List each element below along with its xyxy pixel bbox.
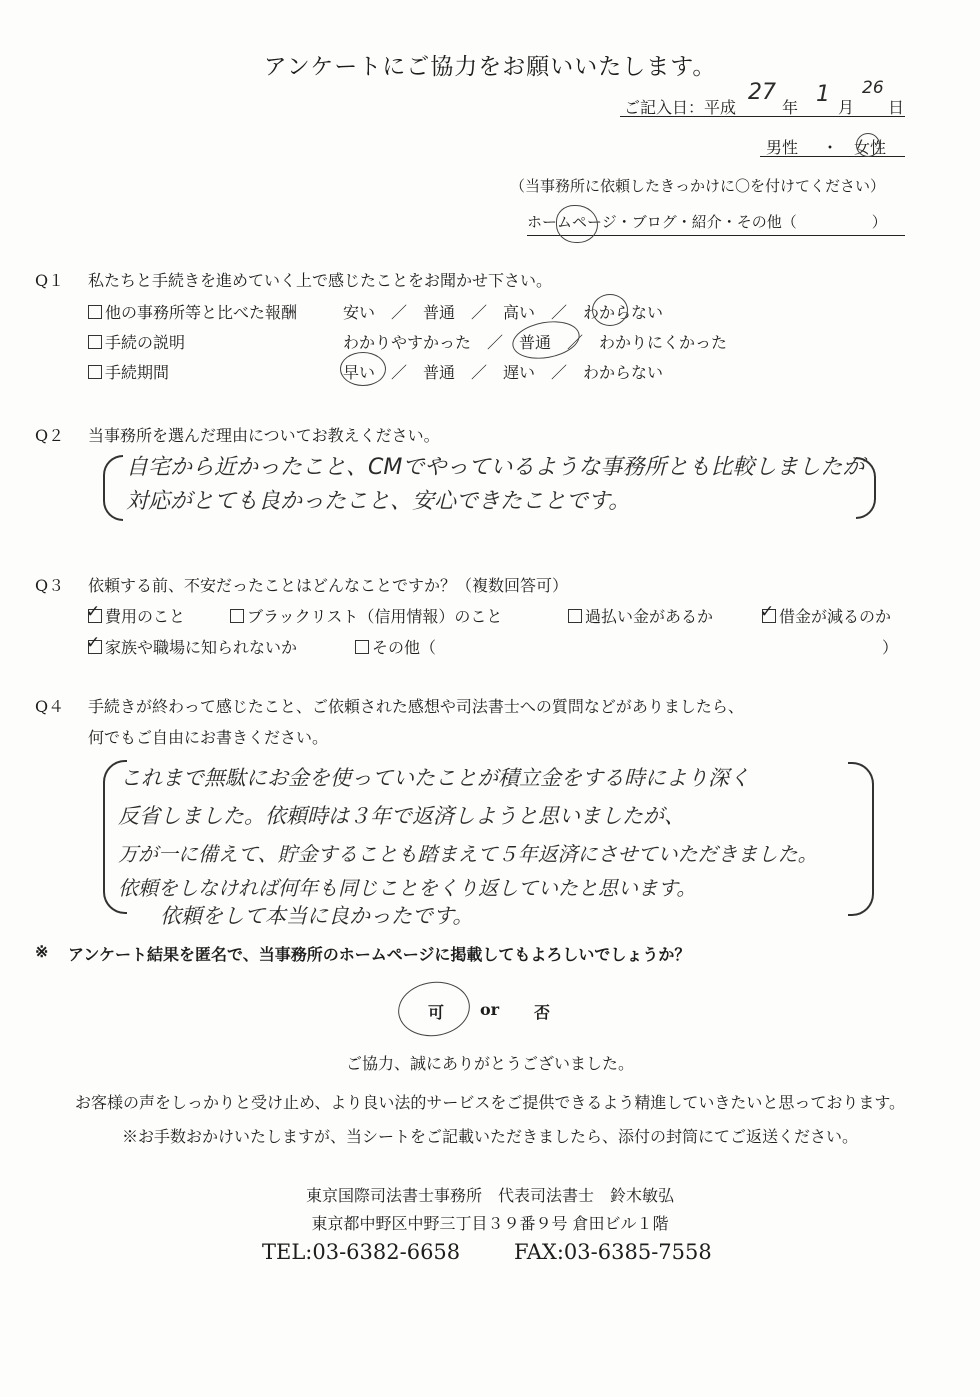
checkbox[interactable] (88, 335, 102, 349)
gender-separator: ・ (822, 138, 839, 157)
period-answer-circle (340, 352, 386, 386)
q3-option-blacklist[interactable] (230, 604, 502, 627)
trigger-options[interactable]: ホームページ・ブログ・紹介・その他（ ） (527, 211, 905, 236)
date-day-suffix: 日 (888, 98, 905, 117)
q3-option-overpayment[interactable] (568, 604, 713, 627)
date-year: 27 (748, 80, 776, 105)
consent-yes-circle (395, 977, 474, 1040)
office-fax: FAX:03-6385-7558 (514, 1240, 712, 1264)
q3-option-debt[interactable] (762, 604, 891, 627)
q1-row-period (88, 360, 169, 383)
date-year-suffix: 年 (782, 98, 799, 117)
q3-option-label: 過払い金があるか (585, 607, 714, 626)
q4-answer-line1[interactable]: これまで無駄にお金を使っていたことが積立金をする時により深く (120, 766, 750, 790)
q3-option-family[interactable] (88, 635, 297, 658)
fee-answer-circle (592, 294, 628, 326)
q3-option-label: ブラックリスト（信用情報）のこと (247, 607, 503, 626)
checkbox[interactable] (568, 609, 582, 623)
date-day: 26 (862, 78, 884, 98)
q4-answer-line4[interactable]: 依頼をしなければ何年も同じことをくり返していたと思います。 (118, 876, 697, 900)
footer-thanks: ご協力、誠にありがとうございました。 (345, 1054, 634, 1073)
date-month: 1 (816, 82, 830, 107)
gender-female[interactable]: 女性 (854, 138, 887, 157)
q2-bracket-left (103, 455, 123, 521)
gender-field[interactable] (760, 132, 905, 157)
office-name: 東京国際司法書士事務所 代表司法書士 鈴木敏弘 (305, 1186, 674, 1205)
consent-yes[interactable]: 可 (428, 1003, 445, 1022)
q4-question-line2: 何でもご自由にお書きください。 (88, 728, 329, 747)
q4-answer-line3[interactable]: 万が一に備えて、貯金することも踏まえて５年返済にさせていただきました。 (118, 842, 818, 866)
q4-bracket-right (848, 762, 874, 916)
checkbox[interactable] (355, 640, 369, 654)
q2-question: 当事務所を選んだ理由についてお教えください。 (88, 426, 440, 445)
q4-number: Q４ (35, 697, 65, 716)
q1-row-explanation (88, 330, 185, 353)
explanation-answer-circle (509, 316, 582, 363)
q1-row-label: 手続の説明 (105, 333, 186, 352)
date-prefix: ご記入日：平成 (624, 98, 737, 117)
page-title: アンケートにご協力をお願いいたします。 (263, 54, 717, 80)
office-tel: TEL:03-6382-6658 (262, 1240, 461, 1264)
homepage-circle (556, 205, 598, 243)
q4-answer-line2[interactable]: 反省しました。依頼時は３年で返済しようと思いましたが、 (118, 804, 685, 828)
q4-answer-line5[interactable]: 依頼をして本当に良かったです。 (160, 904, 474, 928)
q2-answer-line1[interactable]: 自宅から近かったこと、CMでやっているような事務所とも比較しましたが (126, 455, 865, 480)
q3-option-label: 家族や職場に知られないか (105, 638, 298, 657)
q4-question-line1: 手続きが終わって感じたこと、ご依頼された感想や司法書士への質問などがありましたら、 (88, 697, 744, 716)
q3-option-label: 費用のこと (105, 607, 186, 626)
q3-number: Q３ (35, 576, 65, 595)
office-address: 東京都中野区中野三丁目３９番９号 倉田ビル１階 (311, 1214, 669, 1233)
q1-row-label: 手続期間 (105, 363, 170, 382)
checkbox[interactable] (762, 609, 776, 623)
q1-row-fee (88, 300, 297, 323)
q3-option-cost[interactable] (88, 604, 185, 627)
q3-question: 依頼する前、不安だったことはどんなことですか？（複数回答可） (88, 576, 569, 595)
q3-option-other[interactable] (355, 635, 436, 658)
footer-message: お客様の声をしっかりと受け止め、より良い法的サービスをご提供できるよう精進していきたいと思っております。 (74, 1093, 906, 1112)
gender-female-circle (856, 133, 880, 157)
q1-question: 私たちと手続きを進めていく上で感じたことをお聞かせ下さい。 (88, 271, 553, 290)
q1-row-label: 他の事務所等と比べた報酬 (105, 303, 298, 322)
consent-mark: ※ (35, 942, 49, 961)
checkbox[interactable] (230, 609, 244, 623)
q3-option-label: 借金が減るのか (779, 607, 892, 626)
q1-number: Q１ (35, 271, 65, 290)
consent-or: or (480, 1000, 500, 1019)
q1-period-options[interactable]: 早い ／ 普通 ／ 遅い ／ わからない (343, 363, 664, 382)
q2-answer-line2[interactable]: 対応がとても良かったこと、安心できたことです。 (126, 489, 631, 514)
date-field[interactable] (620, 78, 905, 117)
q3-option-label: その他（ (372, 638, 437, 657)
q3-other-close: ） (882, 638, 899, 657)
date-month-suffix: 月 (838, 98, 855, 117)
checkbox[interactable] (88, 365, 102, 379)
checkbox[interactable] (88, 609, 102, 623)
q1-explanation-options[interactable]: わかりやすかった ／ 普通 ／ わかりにくかった (343, 333, 728, 352)
trigger-note: （当事務所に依頼したきっかけに〇を付けてください） (510, 177, 886, 195)
checkbox[interactable] (88, 305, 102, 319)
checkbox[interactable] (88, 640, 102, 654)
q2-number: Q２ (35, 426, 65, 445)
q1-fee-options[interactable]: 安い ／ 普通 ／ 高い ／ わからない (343, 303, 664, 322)
gender-male[interactable]: 男性 (766, 138, 799, 157)
consent-no[interactable]: 否 (534, 1003, 551, 1022)
footer-return-note: ※お手数おかけいたしますが、当シートをご記載いただきましたら、添付の封筒にてご返送ください。 (121, 1127, 858, 1146)
consent-question: アンケート結果を匿名で、当事務所のホームページに掲載してもよろしいでしょうか？ (68, 945, 691, 964)
